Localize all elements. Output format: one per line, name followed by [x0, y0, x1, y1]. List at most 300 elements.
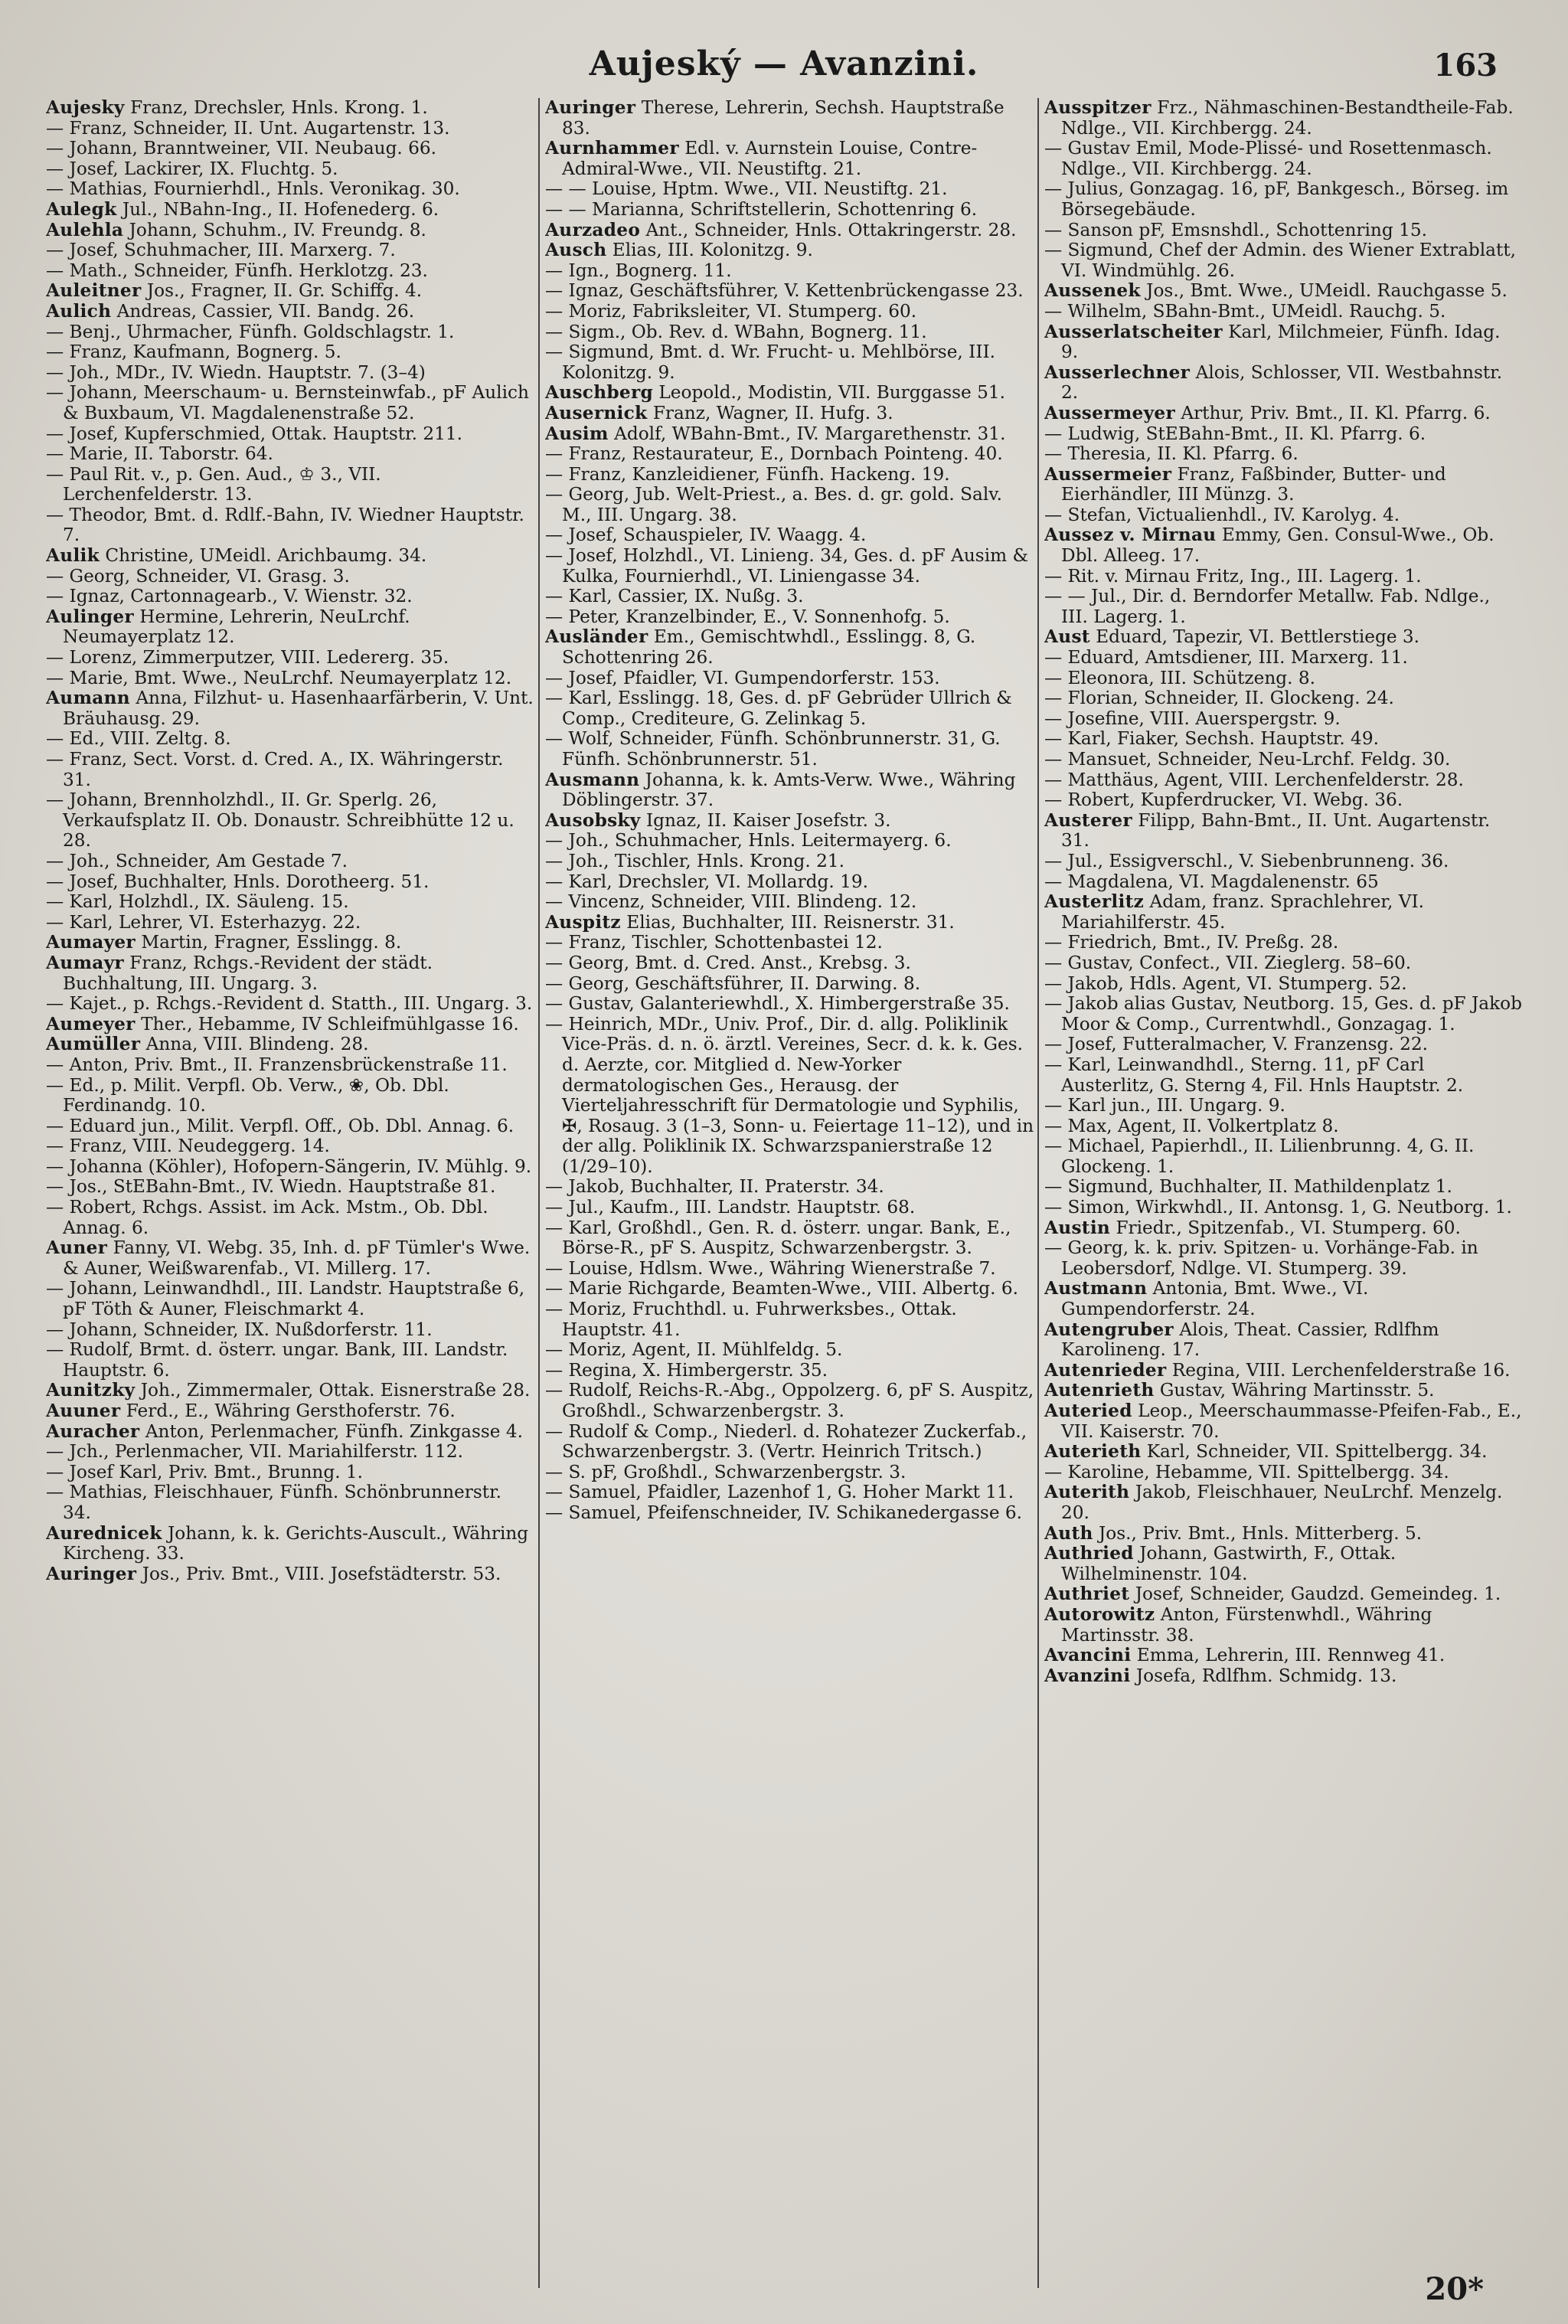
entry-details: — Georg, Schneider, VI. Grasg. 3.	[46, 565, 350, 587]
entry-details: — Georg, Bmt. d. Cred. Anst., Krebsg. 3.	[545, 952, 911, 973]
directory-entry	[1044, 1605, 1522, 1646]
directory-entry	[545, 974, 1035, 995]
directory-entry	[545, 322, 1035, 343]
entry-surname: Aurnhammer	[545, 138, 679, 159]
entry-details: — Magdalena, VI. Magdalenenstr. 65	[1044, 871, 1379, 892]
entry-surname: Aumayer	[46, 932, 136, 953]
directory-entry	[545, 729, 1035, 770]
entry-details: Jos., Fragner, II. Gr. Schiffg. 4.	[146, 280, 423, 302]
entry-details: Ther., Hebamme, IV Schleifmühlgasse 16.	[141, 1013, 519, 1035]
directory-entry	[46, 587, 534, 607]
entry-details: — Karl, Lehrer, VI. Esterhazyg. 22.	[46, 911, 361, 933]
page-header	[0, 44, 1568, 90]
entry-surname: Auth	[1044, 1522, 1093, 1544]
entry-details: — Karl, Großhdl., Gen. R. d. österr. ungar. Bank, E., Börse-R., pF S. Auspitz, Schwarzenbergstr. 3.	[545, 1217, 1011, 1259]
entry-surname: Aulehla	[46, 219, 124, 240]
directory-entry	[46, 322, 534, 343]
entry-details: — Sigmund, Buchhalter, II. Mathildenplatz 1.	[1044, 1176, 1452, 1198]
directory-entry	[46, 505, 534, 546]
directory-entry	[46, 342, 534, 363]
entry-details: — Mathias, Fleischhauer, Fünfh. Schönbrunnerstr. 34.	[46, 1482, 501, 1523]
directory-entry	[1044, 1055, 1522, 1096]
directory-entry	[46, 1564, 534, 1585]
directory-entry	[1044, 1361, 1522, 1381]
directory-entry	[46, 1482, 534, 1523]
entry-details: — Franz, Sect. Vorst. d. Cred. A., IX. Währingerstr. 31.	[46, 749, 504, 790]
entry-details: — S. pF, Großhdl., Schwarzenbergstr. 3.	[545, 1461, 906, 1482]
directory-entry	[1044, 1238, 1522, 1279]
directory-entry	[545, 770, 1035, 811]
directory-entry	[1044, 1401, 1522, 1442]
directory-entry	[545, 444, 1035, 465]
directory-entry	[46, 159, 534, 180]
directory-entry	[545, 872, 1035, 893]
directory-entry	[545, 525, 1035, 546]
directory-entry	[1044, 240, 1522, 281]
directory-entry	[1044, 933, 1522, 953]
directory-entry	[1044, 404, 1522, 424]
directory-column-2	[545, 98, 1035, 2288]
directory-entry	[46, 688, 534, 729]
entry-details: Johann, Gastwirth, F., Ottak. Wilhelminenstr. 104.	[1061, 1543, 1396, 1584]
page-number: 163	[1433, 47, 1498, 83]
directory-entry	[46, 1177, 534, 1198]
entry-details: — Franz, Kanzleidiener, Fünfh. Hackeng. 19.	[545, 463, 950, 485]
entry-details: — Florian, Schneider, II. Glockeng. 24.	[1044, 688, 1394, 709]
entry-details: Friedr., Spitzenfab., VI. Stumperg. 60.	[1116, 1217, 1461, 1238]
entry-details: — Eleonora, III. Schützeng. 8.	[1044, 667, 1315, 688]
directory-entry	[1044, 709, 1522, 730]
directory-entry	[545, 668, 1035, 689]
directory-entry	[1044, 221, 1522, 241]
entry-details: — Marie, II. Taborstr. 64.	[46, 443, 273, 465]
entry-details: — Moriz, Agent, II. Mühlfeldg. 5.	[545, 1339, 843, 1361]
directory-entry	[1044, 953, 1522, 974]
entry-details: Jakob, Fleischhauer, NeuLrchf. Menzelg. 20.	[1061, 1482, 1503, 1523]
directory-entry	[1044, 1442, 1522, 1463]
directory-entry	[1044, 668, 1522, 689]
entry-details: Adolf, WBahn-Bmt., IV. Margarethenstr. 31.	[614, 423, 1006, 444]
entry-details: — Franz, Kaufmann, Bognerg. 5.	[46, 342, 341, 363]
entry-surname: Authried	[1044, 1543, 1134, 1564]
directory-entry	[1044, 179, 1522, 220]
entry-details: — Moriz, Fabriksleiter, VI. Stumperg. 60.	[545, 300, 917, 322]
page-title: Aujeský — Avanzini.	[589, 44, 979, 83]
entry-surname: Autenrieder	[1044, 1359, 1167, 1381]
entry-surname: Ausserlechner	[1044, 361, 1191, 383]
directory-entry	[1044, 872, 1522, 893]
directory-entry	[1044, 444, 1522, 465]
entry-details: — Sigm., Ob. Rev. d. WBahn, Bognerg. 11.	[545, 321, 927, 342]
entry-details: — Kajet., p. Rchgs.-Revident d. Statth., III. Ungarg. 3.	[46, 993, 533, 1015]
entry-details: — Josef, Kupferschmied, Ottak. Hauptstr. 211.	[46, 423, 462, 444]
entry-details: — Joh., Tischler, Hnls. Krong. 21.	[545, 850, 844, 871]
directory-entry	[1044, 139, 1522, 179]
entry-details: — Johanna (Köhler), Hofopern-Sängerin, IV. Mühlg. 9.	[46, 1155, 532, 1177]
directory-entry	[1044, 1381, 1522, 1401]
directory-entry	[46, 363, 534, 384]
entry-details: — Eduard, Amtsdiener, III. Marxerg. 11.	[1044, 647, 1408, 668]
directory-entry	[545, 627, 1035, 668]
directory-entry	[545, 302, 1035, 322]
entry-details: Elias, III. Kolonitzg. 9.	[612, 240, 813, 261]
directory-entry	[545, 200, 1035, 221]
entry-details: Gustav, Währing Martinsstr. 5.	[1159, 1380, 1435, 1401]
entry-surname: Auner	[46, 1237, 108, 1259]
entry-details: — Johann, Brennholzhdl., II. Gr. Sperlg. 26, Verkaufsplatz II. Ob. Donaustr. Schreibhütte 12 u. 28.	[46, 789, 514, 851]
directory-entry	[545, 1177, 1035, 1198]
entry-details: — Marie Richgarde, Beamten-Wwe., VIII. Albertg. 6.	[545, 1278, 1019, 1299]
entry-details: — Gustav Emil, Mode-Plissé- und Rosettenmasch. Ndlge., VII. Kirchbergg. 24.	[1044, 138, 1492, 179]
entry-surname: Aurednicek	[46, 1522, 162, 1544]
entry-surname: Autengruber	[1044, 1319, 1174, 1340]
entry-details: Elias, Buchhalter, III. Reisnerstr. 31.	[626, 911, 955, 933]
entry-surname: Auteried	[1044, 1401, 1132, 1421]
directory-entry	[1044, 1666, 1522, 1687]
entry-surname: Aulinger	[46, 606, 134, 627]
directory-entry	[545, 1279, 1035, 1299]
entry-surname: Austin	[1044, 1217, 1111, 1238]
directory-entry	[545, 383, 1035, 404]
directory-entry	[46, 1076, 534, 1116]
directory-entry	[1044, 363, 1522, 404]
entry-details: — Simon, Wirkwhdl., II. Antonsg. 1, G. Neutborg. 1.	[1044, 1197, 1512, 1218]
entry-surname: Ausländer	[545, 626, 648, 648]
directory-entry	[1044, 1320, 1522, 1361]
entry-details: Anton, Fürstenwhdl., Währing Martinsstr. 38.	[1061, 1603, 1432, 1646]
directory-column-3	[1044, 98, 1522, 2288]
entry-details: Franz, Wagner, II. Hufg. 3.	[652, 402, 893, 423]
entry-surname: Auterieth	[1044, 1441, 1142, 1463]
directory-entry	[46, 465, 534, 505]
entry-surname: Autenrieth	[1044, 1380, 1155, 1401]
entry-details: Jos., Priv. Bmt., VIII. Josefstädterstr. 53.	[142, 1563, 501, 1584]
directory-entry	[1044, 1646, 1522, 1666]
entry-details: — Jch., Perlenmacher, VII. Mariahilferstr. 112.	[46, 1441, 464, 1463]
directory-entry	[46, 1157, 534, 1178]
directory-entry	[545, 404, 1035, 424]
entry-surname: Austerer	[1044, 809, 1132, 831]
directory-entry	[545, 139, 1035, 179]
entry-details: Em., Gemischtwhdl., Esslingg. 8, G. Schottenring 26.	[562, 626, 976, 668]
directory-entry	[545, 465, 1035, 485]
directory-entry	[46, 851, 534, 872]
directory-entry	[545, 281, 1035, 302]
entry-details: — Wilhelm, SBahn-Bmt., UMeidl. Rauchg. 5.	[1044, 300, 1446, 322]
entry-details: — Wolf, Schneider, Fünfh. Schönbrunnerstr. 31, G. Fünfh. Schönbrunnerstr. 51.	[545, 728, 1001, 770]
directory-entry	[46, 913, 534, 933]
directory-entry	[46, 750, 534, 790]
entry-surname: Aust	[1044, 626, 1090, 648]
directory-entry	[545, 424, 1035, 445]
directory-entry	[46, 1340, 534, 1381]
entry-surname: Aussez v. Mirnau	[1044, 525, 1217, 546]
entry-details: — Josef, Schauspieler, IV. Waagg. 4.	[545, 525, 867, 546]
directory-entry	[545, 221, 1035, 241]
directory-entry	[1044, 1136, 1522, 1177]
entry-details: Franz, Rchgs.-Revident der städt. Buchhaltung, III. Ungarg. 3.	[63, 952, 433, 994]
entry-details: — Sigmund, Chef der Admin. des Wiener Extrablatt, VI. Windmühlg. 26.	[1044, 240, 1517, 281]
directory-entry	[1044, 1218, 1522, 1239]
entry-details: — — Marianna, Schriftstellerin, Schottenring 6.	[545, 198, 978, 220]
directory-entry	[545, 1463, 1035, 1483]
entry-details: — Jul., Kaufm., III. Landstr. Hauptstr. 68.	[545, 1197, 916, 1218]
entry-details: — Matthäus, Agent, VIII. Lerchenfelderstr. 28.	[1044, 769, 1464, 790]
entry-details: — Rudolf, Brmt. d. österr. ungar. Bank, III. Landstr. Hauptstr. 6.	[46, 1339, 508, 1381]
entry-surname: Ausim	[545, 423, 609, 444]
directory-entry	[46, 1381, 534, 1401]
directory-entry	[46, 383, 534, 423]
entry-surname: Aulich	[46, 300, 112, 322]
entry-surname: Autorowitz	[1044, 1603, 1155, 1625]
entry-details: — Gustav, Confect., VII. Zieglerg. 58–60.	[1044, 952, 1412, 973]
directory-entry	[46, 281, 534, 302]
entry-surname: Auuner	[46, 1401, 121, 1421]
directory-entry	[545, 831, 1035, 851]
entry-details: — Jos., StEBahn-Bmt., IV. Wiedn. Hauptstraße 81.	[46, 1176, 496, 1198]
directory-entry	[545, 953, 1035, 974]
entry-surname: Aujesky	[46, 98, 125, 118]
entry-surname: Austerlitz	[1044, 891, 1145, 913]
entry-details: Eduard, Tapezir, VI. Bettlerstiege 3.	[1096, 626, 1420, 648]
entry-details: — Georg, Geschäftsführer, II. Darwing. 8.	[545, 972, 921, 994]
directory-entry	[545, 892, 1035, 913]
directory-entry	[545, 1259, 1035, 1280]
entry-details: — Josef, Holzhdl., VI. Linieng. 34, Ges. d. pF Ausim & Kulka, Fournierhdl., VI. Liniengasse 34.	[545, 545, 1029, 587]
directory-entry	[545, 587, 1035, 607]
directory-entry	[46, 1422, 534, 1443]
entry-details: — Max, Agent, II. Volkertplatz 8.	[1044, 1115, 1339, 1136]
entry-details: — Karl, Fiaker, Sechsh. Hauptstr. 49.	[1044, 728, 1379, 750]
directory-entry	[1044, 1116, 1522, 1137]
entry-details: — Johann, Meerschaum- u. Bernsteinwfab., pF Aulich & Buxbaum, VI. Magdalenenstraße 52.	[46, 382, 529, 423]
entry-details: — Franz, Schneider, II. Unt. Augartenstr. 13.	[46, 117, 450, 139]
entry-surname: Auleitner	[46, 280, 142, 302]
entry-details: — Mansuet, Schneider, Neu-Lrchf. Feldg. 30.	[1044, 749, 1451, 770]
entry-details: — Peter, Kranzelbinder, E., V. Sonnenhofg. 5.	[545, 606, 950, 627]
directory-entry	[46, 1524, 534, 1564]
entry-surname: Aurzadeo	[545, 219, 641, 240]
directory-entry	[1044, 1177, 1522, 1198]
entry-surname: Aulik	[46, 545, 100, 567]
entry-details: Martin, Fragner, Esslingg. 8.	[141, 932, 402, 953]
entry-surname: Ausserlatscheiter	[1044, 321, 1223, 342]
entry-details: Jul., NBahn-Ing., II. Hofenederg. 6.	[122, 198, 439, 220]
entry-surname: Ausernick	[545, 402, 648, 423]
entry-details: Emma, Lehrerin, III. Rennweg 41.	[1136, 1645, 1446, 1666]
entry-surname: Auterith	[1044, 1482, 1130, 1503]
directory-entry	[545, 1198, 1035, 1218]
entry-details: — Karl jun., III. Ungarg. 9.	[1044, 1095, 1285, 1116]
entry-details: — Samuel, Pfeifenschneider, IV. Schikanedergasse 6.	[545, 1502, 1023, 1523]
entry-surname: Aulegk	[46, 198, 117, 220]
directory-entry	[46, 179, 534, 200]
directory-entry	[46, 1035, 534, 1055]
directory-entry	[1044, 1035, 1522, 1055]
directory-entry	[46, 1198, 534, 1238]
directory-entry	[46, 1320, 534, 1341]
directory-entry	[545, 1503, 1035, 1524]
entry-surname: Aussenek	[1044, 280, 1141, 302]
entry-details: Leop., Meerschaummasse-Pfeifen-Fab., E., VII. Kaiserstr. 70.	[1061, 1401, 1522, 1442]
directory-entry	[545, 1015, 1035, 1178]
entry-details: Anna, VIII. Blindeng. 28.	[145, 1034, 369, 1055]
entry-details: — Ignaz, Cartonnagearb., V. Wienstr. 32.	[46, 586, 413, 607]
entry-details: Leopold., Modistin, VII. Burggasse 51.	[658, 382, 1006, 404]
entry-details: Joh., Zimmermaler, Ottak. Eisnerstraße 28.	[140, 1380, 531, 1401]
entry-details: — Karl, Cassier, IX. Nußg. 3.	[545, 586, 804, 607]
entry-details: — — Louise, Hptm. Wwe., VII. Neustiftg. 21.	[545, 178, 948, 200]
directory-entry	[545, 1340, 1035, 1361]
directory-entry	[1044, 281, 1522, 302]
entry-surname: Auringer	[46, 1563, 137, 1584]
directory-entry	[46, 1136, 534, 1157]
directory-entry	[46, 607, 534, 648]
entry-details: — Sanson pF, Emsnshdl., Schottenring 15.	[1044, 219, 1427, 240]
directory-entry	[46, 1238, 534, 1279]
signature-mark: 20*	[1425, 2271, 1484, 2307]
entry-details: — Vincenz, Schneider, VIII. Blindeng. 12.	[545, 891, 917, 913]
entry-details: — Math., Schneider, Fünfh. Herklotzg. 23.	[46, 260, 428, 281]
entry-surname: Aumayr	[46, 952, 124, 973]
entry-details: — Josef, Lackirer, IX. Fluchtg. 5.	[46, 158, 338, 179]
entry-details: Arthur, Priv. Bmt., II. Kl. Pfarrg. 6.	[1181, 402, 1491, 423]
entry-details: Karl, Milchmeier, Fünfh. Idag. 9.	[1061, 321, 1501, 363]
entry-details: Johann, k. k. Gerichts-Auscult., Währing Kircheng. 33.	[63, 1522, 529, 1564]
entry-details: — Jakob, Buchhalter, II. Praterstr. 34.	[545, 1176, 884, 1198]
entry-details: Emmy, Gen. Consul-Wwe., Ob. Dbl. Alleeg. 17.	[1061, 525, 1494, 567]
entry-details: — Joh., MDr., IV. Wiedn. Hauptstr. 7. (3–4)	[46, 361, 426, 383]
entry-details: — Jakob, Hdls. Agent, VI. Stumperg. 52.	[1044, 972, 1407, 994]
directory-entry	[46, 668, 534, 689]
directory-entry	[46, 567, 534, 587]
entry-surname: Ausspitzer	[1044, 98, 1152, 118]
directory-entry	[1044, 811, 1522, 851]
directory-entry	[46, 1463, 534, 1483]
entry-details: — Eduard jun., Milit. Verpfl. Off., Ob. Dbl. Annag. 6.	[46, 1115, 514, 1136]
directory-entry	[1044, 688, 1522, 709]
directory-entry	[545, 261, 1035, 282]
directory-entry	[46, 953, 534, 994]
directory-entry	[1044, 1198, 1522, 1218]
entry-details: — Rit. v. Mirnau Fritz, Ing., III. Lagerg. 1.	[1044, 565, 1422, 587]
directory-entry	[545, 851, 1035, 872]
directory-entry	[1044, 770, 1522, 791]
directory-entry	[46, 424, 534, 445]
directory-entry	[1044, 424, 1522, 445]
entry-details: Johanna, k. k. Amts-Verw. Wwe., Währing Döblingerstr. 37.	[562, 769, 1016, 811]
entry-details: Ant., Schneider, Hnls. Ottakringerstr. 28.	[645, 219, 1017, 240]
entry-details: Fanny, VI. Webg. 35, Inh. d. pF Tümler's Wwe. & Auner, Weißwarenfab., VI. Millerg. 17.	[63, 1237, 531, 1279]
directory-entry	[545, 342, 1035, 383]
entry-details: Ferd., E., Währing Gersthoferstr. 76.	[126, 1401, 456, 1421]
entry-details: — Johann, Schneider, IX. Nußdorferstr. 11.	[46, 1319, 433, 1340]
directory-entry	[1044, 1524, 1522, 1544]
entry-details: — Samuel, Pfaidler, Lazenhof 1, G. Hoher Markt 11.	[545, 1482, 1014, 1503]
entry-details: Christine, UMeidl. Arichbaumg. 34.	[105, 545, 427, 567]
directory-entry	[46, 261, 534, 282]
directory-entry	[1044, 892, 1522, 933]
entry-details: — Julius, Gonzagag. 16, pF, Bankgesch., Börseg. im Börsegebäude.	[1044, 178, 1509, 220]
directory-entry	[1044, 790, 1522, 811]
directory-entry	[1044, 302, 1522, 322]
directory-entry	[1044, 587, 1522, 627]
directory-entry	[1044, 648, 1522, 668]
entry-details: — Theresia, II. Kl. Pfarrg. 6.	[1044, 443, 1298, 465]
directory-entry	[545, 933, 1035, 953]
entry-details: — Ignaz, Geschäftsführer, V. Kettenbrückengasse 23.	[545, 280, 1024, 302]
entry-details: Anna, Filzhut- u. Hasenhaarfärberin, V. Unt. Bräuhausg. 29.	[63, 688, 534, 729]
entry-surname: Aumann	[46, 688, 130, 709]
directory-entry	[545, 98, 1035, 139]
directory-entry	[545, 179, 1035, 200]
entry-surname: Auracher	[46, 1420, 140, 1442]
entry-details: — Joh., Schneider, Am Gestade 7.	[46, 850, 348, 871]
entry-surname: Auspitz	[545, 911, 621, 933]
directory-entry	[1044, 98, 1522, 139]
directory-entry	[1044, 1463, 1522, 1483]
entry-details: Jos., Bmt. Wwe., UMeidl. Rauchgasse 5.	[1146, 280, 1508, 302]
directory-entry	[545, 913, 1035, 933]
directory-entry	[1044, 1096, 1522, 1116]
entry-details: — Josefine, VIII. Auerspergstr. 9.	[1044, 708, 1341, 729]
entry-details: — Paul Rit. v., p. Gen. Aud., ♔ 3., VII. Lerchenfelderstr. 13.	[46, 463, 381, 505]
directory-entry	[1044, 627, 1522, 648]
directory-entry	[1044, 1544, 1522, 1584]
entry-details: — Heinrich, MDr., Univ. Prof., Dir. d. allg. Poliklinik Vice-Präs. d. n. ö. ärztl. Vereines, Secr. d. k. k. Ges. d. Aerzte, cor. Mitglied d. New-Yorker dermatologischen Ges., Herausg. der Vierteljahresschrift für Dermatologie und Syphilis, ✠, Rosaug. 3 (1–3, Sonn- u. Feiertage 11–12), und in der allg. Poliklinik IX. Schwarzspanierstraße 12 (1/29–10).	[545, 1013, 1034, 1177]
directory-entry	[46, 1015, 534, 1035]
entry-surname: Aumüller	[46, 1034, 141, 1055]
directory-entry	[1044, 525, 1522, 566]
directory-entry	[545, 240, 1035, 261]
entry-details: — Johann, Branntweiner, VII. Neubaug. 66.	[46, 138, 437, 159]
entry-details: — Josef, Futteralmacher, V. Franzensg. 22.	[1044, 1034, 1428, 1055]
directory-entry	[46, 729, 534, 750]
entry-details: — Karl, Holzhdl., IX. Säuleng. 15.	[46, 891, 349, 913]
entry-details: — Stefan, Victualienhdl., IV. Karolyg. 4.	[1044, 504, 1400, 525]
directory-entry	[1044, 974, 1522, 995]
directory-entry	[1044, 1584, 1522, 1605]
entry-details: — Karl, Esslingg. 18, Ges. d. pF Gebrüder Ullrich & Comp., Crediteure, G. Zelinkag 5.	[545, 688, 1012, 729]
entry-details: — Josef, Pfaidler, VI. Gumpendorferstr. 153.	[545, 667, 940, 688]
entry-surname: Aumeyer	[46, 1013, 136, 1035]
entry-details: Alois, Theat. Cassier, Rdlfhm Karolineng. 17.	[1061, 1319, 1439, 1361]
directory-entry	[1044, 1482, 1522, 1523]
directory-entry	[46, 1442, 534, 1463]
entry-details: — Franz, VIII. Neudeggerg. 14.	[46, 1136, 330, 1157]
entry-surname: Ausobsky	[545, 809, 641, 831]
entry-surname: Aunitzky	[46, 1380, 136, 1401]
entry-details: — Marie, Bmt. Wwe., NeuLrchf. Neumayerplatz 12.	[46, 667, 512, 688]
entry-details: — Jakob alias Gustav, Neutborg. 15, Ges. d. pF Jakob Moor & Comp., Currentwhdl., Gonzagag. 1.	[1044, 993, 1522, 1035]
entry-details: Franz, Drechsler, Hnls. Krong. 1.	[130, 98, 428, 118]
entry-surname: Authriet	[1044, 1584, 1130, 1605]
entry-details: — Karl, Drechsler, VI. Mollardg. 19.	[545, 871, 868, 892]
entry-details: Alois, Schlosser, VII. Westbahnstr. 2.	[1061, 361, 1503, 404]
directory-entry	[46, 933, 534, 953]
entry-surname: Ausmann	[545, 769, 640, 790]
entry-details: Hermine, Lehrerin, NeuLrchf. Neumayerplatz 12.	[63, 606, 410, 648]
directory-entry	[46, 1279, 534, 1319]
entry-surname: Aussermeier	[1044, 463, 1172, 485]
column-divider	[1037, 98, 1039, 2288]
directory-entry	[46, 119, 534, 139]
entry-details: — Joh., Schuhmacher, Hnls. Leitermayerg. 6.	[545, 830, 952, 851]
directory-entry	[46, 892, 534, 913]
entry-details: — — Jul., Dir. d. Berndorfer Metallw. Fab. Ndlge., III. Lagerg. 1.	[1044, 586, 1491, 627]
directory-entry	[545, 1299, 1035, 1340]
directory-entry	[46, 790, 534, 851]
